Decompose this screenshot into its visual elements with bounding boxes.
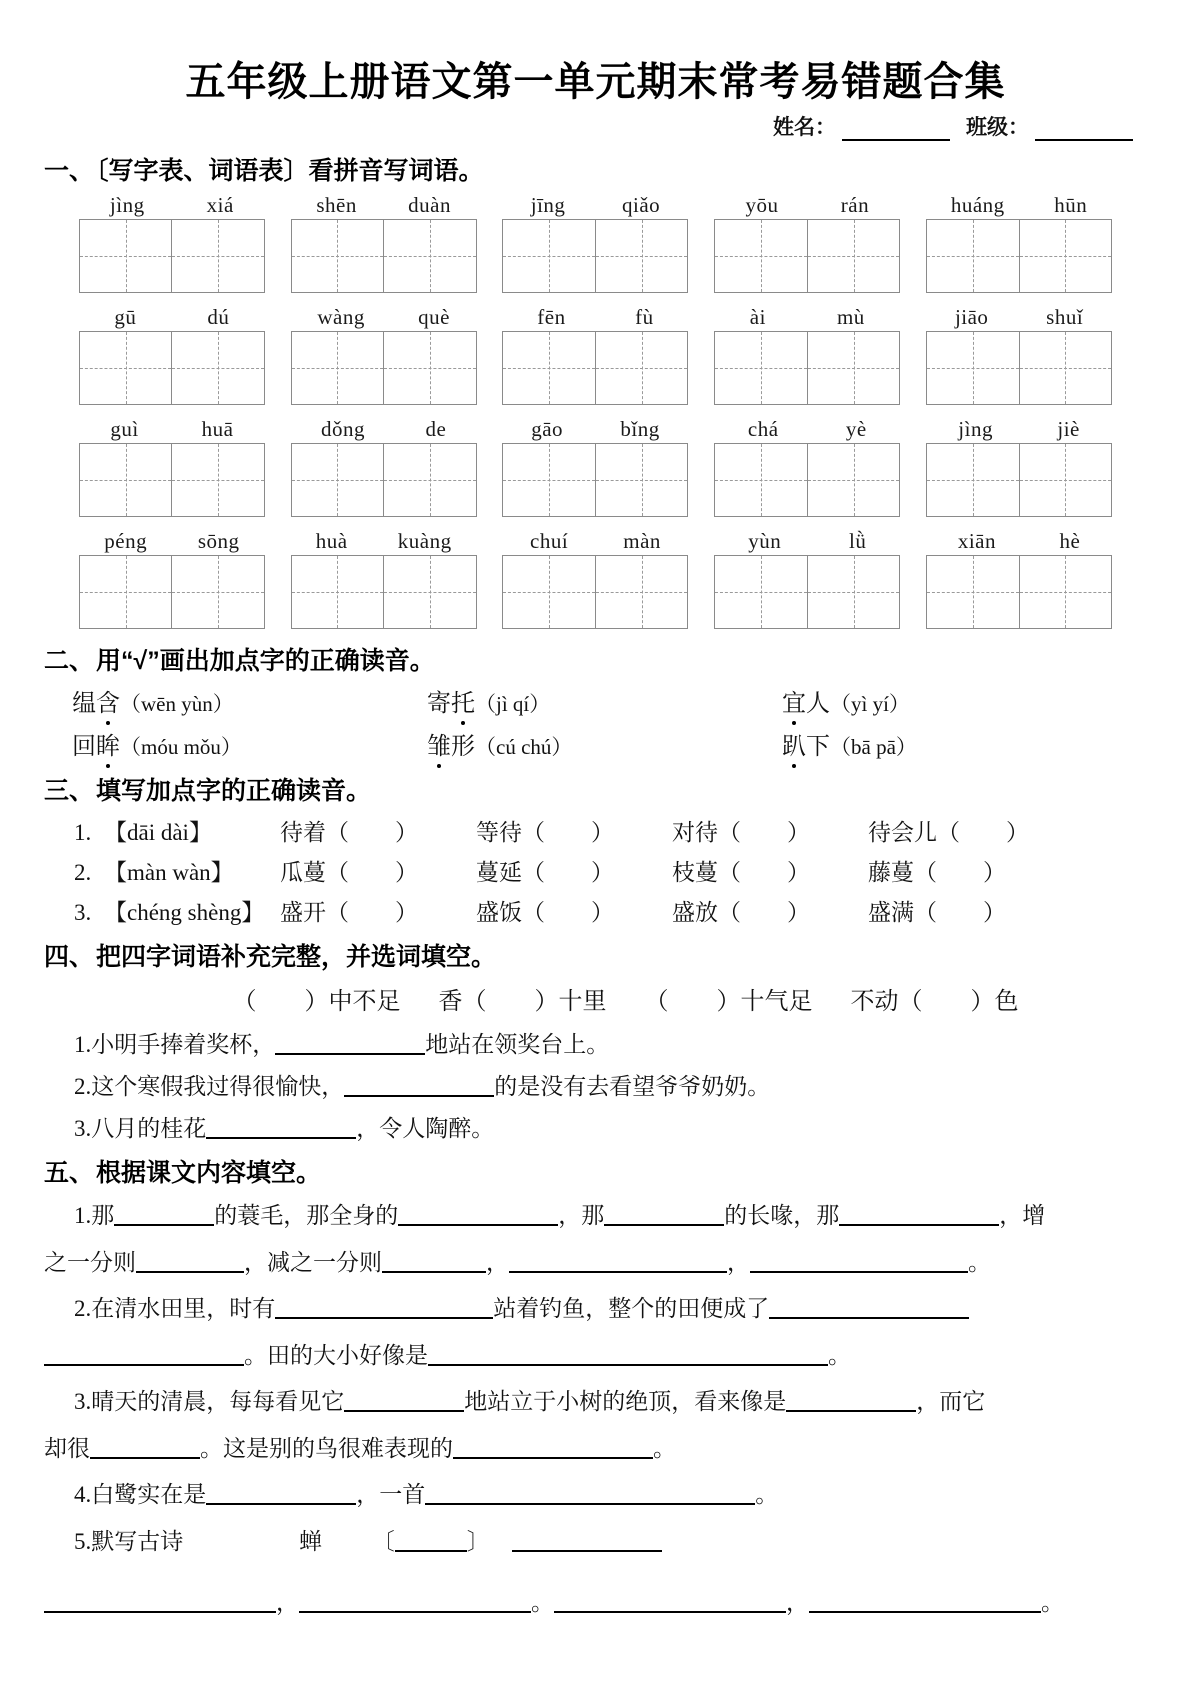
recall-question-1-cont xyxy=(44,1243,1147,1283)
word-with-blank[interactable]: 盛满（ ） xyxy=(868,900,1006,925)
pinyin-fill-line xyxy=(44,814,1147,847)
pinyin-syllable: jīng xyxy=(530,193,566,217)
pinyin-syllable: kuàng xyxy=(397,529,452,553)
pinyin-syllable: hè xyxy=(1059,529,1081,553)
word-suffix: 形 xyxy=(451,734,475,760)
tianzige-cell[interactable] xyxy=(384,331,477,405)
pronunciation-item[interactable] xyxy=(782,726,1137,761)
pinyin-syllable: shēn xyxy=(316,193,357,217)
tianzige-cell[interactable] xyxy=(502,219,596,293)
line-index: 2. xyxy=(74,860,92,885)
poem-title: 蝉 xyxy=(299,1528,322,1554)
answer-blank[interactable] xyxy=(44,1593,276,1613)
pinyin-pair xyxy=(79,417,265,442)
pinyin-syllable: què xyxy=(418,305,450,329)
question-index: 1. xyxy=(74,1203,92,1228)
pinyin-pair xyxy=(926,529,1112,554)
tianzige-cell[interactable] xyxy=(1020,219,1113,293)
answer-blank[interactable] xyxy=(90,1439,200,1459)
answer-blank[interactable] xyxy=(809,1593,1041,1613)
tianzige-cell[interactable] xyxy=(291,555,385,629)
tianzige-box[interactable] xyxy=(926,443,1112,517)
tianzige-cell[interactable] xyxy=(596,555,689,629)
text-part: ，增 xyxy=(999,1203,1046,1228)
word-prefix: 缊 xyxy=(72,691,96,717)
word-prefix: 回 xyxy=(72,734,96,760)
text-part: ，减之一分则 xyxy=(244,1249,382,1275)
tianzige-cell[interactable] xyxy=(1020,443,1113,517)
pinyin-choices[interactable]: （jì qí） xyxy=(475,692,551,716)
tianzige-cell[interactable] xyxy=(79,331,173,405)
pronunciation-row-2 xyxy=(44,726,1147,761)
pinyin-syllable: chuí xyxy=(530,529,569,553)
section-2-number: 二、 xyxy=(44,647,95,675)
tianzige-box[interactable] xyxy=(502,331,688,405)
pinyin-syllable: xiān xyxy=(957,529,996,553)
pinyin-syllable: dú xyxy=(207,305,230,329)
pinyin-pair xyxy=(714,529,900,554)
tianzige-cell[interactable] xyxy=(79,219,173,293)
tianzige-cell[interactable] xyxy=(172,219,265,293)
tianzige-cell[interactable] xyxy=(172,555,265,629)
idiom-item[interactable]: （ ）中不足 xyxy=(232,989,401,1015)
tianzige-cell[interactable] xyxy=(926,443,1020,517)
tianzige-box[interactable] xyxy=(79,331,265,405)
section-4-title: 把四字词语补充完整，并选词填空。 xyxy=(96,943,497,971)
tianzige-cell[interactable] xyxy=(714,331,808,405)
tianzige-box[interactable] xyxy=(926,555,1112,629)
pronunciation-item[interactable] xyxy=(427,683,782,718)
pinyin-pair xyxy=(79,529,265,554)
pinyin-syllable: huā xyxy=(201,417,234,441)
section-3-heading xyxy=(44,771,1147,807)
tianzige-box[interactable] xyxy=(926,219,1112,293)
pinyin-syllable: fù xyxy=(635,305,654,329)
tianzige-cell[interactable] xyxy=(384,443,477,517)
pronunciation-item[interactable] xyxy=(782,683,1137,718)
text-part: 之一分则 xyxy=(44,1249,136,1275)
pinyin-syllable: gāo xyxy=(531,417,564,441)
word-with-blank[interactable]: 对待（ ） xyxy=(672,820,810,845)
name-blank[interactable] xyxy=(842,121,950,141)
sentence-suffix: ，令人陶醉。 xyxy=(356,1116,495,1141)
section-2-title: 用“√”画出加点字的正确读音。 xyxy=(96,647,435,675)
answer-blank[interactable] xyxy=(206,1119,356,1139)
tianzige-cell[interactable] xyxy=(926,555,1020,629)
pinyin-row-1 xyxy=(44,193,1147,218)
answer-blank[interactable] xyxy=(299,1593,531,1613)
dotted-character: 雏 xyxy=(427,726,451,761)
sentence-index: 3. xyxy=(74,1116,92,1141)
tianzige-cell[interactable] xyxy=(172,443,265,517)
pinyin-fill-line xyxy=(44,854,1147,887)
tianzige-cell[interactable] xyxy=(926,331,1020,405)
section-4-heading xyxy=(44,937,1147,973)
student-id-line xyxy=(44,111,1147,141)
word-with-blank[interactable]: 待着（ ） xyxy=(280,820,418,845)
recall-question-3-cont xyxy=(44,1429,1147,1469)
tianzige-cell[interactable] xyxy=(596,331,689,405)
text-part: ，那 xyxy=(558,1203,605,1228)
pinyin-syllable: rán xyxy=(840,193,870,217)
pinyin-syllable: shuǐ xyxy=(1046,305,1084,329)
recall-question-2 xyxy=(44,1289,1147,1329)
tianzige-box[interactable] xyxy=(502,555,688,629)
tianzige-box[interactable] xyxy=(502,443,688,517)
pinyin-syllable: ài xyxy=(749,305,766,329)
answer-blank[interactable] xyxy=(509,1253,727,1273)
answer-blank[interactable] xyxy=(275,1299,493,1319)
word-suffix: 人 xyxy=(806,691,830,717)
pinyin-syllable: xiá xyxy=(206,193,234,217)
tianzige-box[interactable] xyxy=(79,555,265,629)
text-part: 晴天的清晨，每每看见它 xyxy=(91,1389,345,1415)
tianzige-cell[interactable] xyxy=(291,219,385,293)
pinyin-pair xyxy=(502,305,688,330)
idiom-sentence xyxy=(44,1110,1147,1143)
answer-blank[interactable] xyxy=(344,1077,494,1097)
pinyin-choices[interactable]: （móu mǒu） xyxy=(120,735,242,759)
pinyin-syllable: guì xyxy=(110,417,139,441)
answer-blank[interactable] xyxy=(398,1206,558,1226)
text-part: 那 xyxy=(91,1203,115,1228)
tianzige-cell[interactable] xyxy=(79,443,173,517)
answer-blank[interactable] xyxy=(839,1206,999,1226)
text-part: 白鹭实在是 xyxy=(91,1482,207,1508)
text-part: 的蓑毛，那全身的 xyxy=(214,1203,399,1228)
answer-blank[interactable] xyxy=(425,1485,755,1505)
pinyin-choices[interactable]: （cú chú） xyxy=(475,735,573,759)
pinyin-fill-line xyxy=(44,894,1147,927)
section-1-heading xyxy=(44,151,1147,187)
tianzige-box[interactable] xyxy=(714,219,900,293)
pinyin-syllable: jìng xyxy=(958,417,993,441)
pinyin-syllable: de xyxy=(425,417,447,441)
name-label: 姓名： xyxy=(773,116,836,139)
word-suffix: 下 xyxy=(806,734,830,760)
tianzige-box[interactable] xyxy=(714,555,900,629)
word-with-blank[interactable]: 待会儿（ ） xyxy=(868,820,1029,845)
recall-question-4 xyxy=(44,1475,1147,1515)
word-with-blank[interactable]: 藤蔓（ ） xyxy=(868,860,1006,885)
text-part: ，而它 xyxy=(916,1389,986,1415)
tianzige-box[interactable] xyxy=(291,219,477,293)
class-field[interactable] xyxy=(966,111,1133,141)
pinyin-pair xyxy=(714,417,900,442)
answer-blank[interactable] xyxy=(428,1346,828,1366)
tianzige-box[interactable] xyxy=(291,331,477,405)
answer-blank[interactable] xyxy=(382,1253,486,1273)
idiom-item[interactable]: 香（ ）十里 xyxy=(438,989,607,1015)
tianzige-cell[interactable] xyxy=(808,555,901,629)
answer-blank[interactable] xyxy=(275,1035,425,1055)
pinyin-syllable: lǜ xyxy=(849,529,867,553)
text-part: 。 xyxy=(755,1482,779,1508)
tianzige-box[interactable] xyxy=(926,331,1112,405)
word-with-blank[interactable]: 枝蔓（ ） xyxy=(672,860,810,885)
sentence-prefix: 这个寒假我过得很愉快， xyxy=(91,1074,345,1099)
pinyin-pair xyxy=(714,193,900,218)
tianzige-cell[interactable] xyxy=(596,219,689,293)
word-with-blank[interactable]: 盛饭（ ） xyxy=(476,900,614,925)
pinyin-syllable: chá xyxy=(747,417,779,441)
sentence-suffix: 的是没有去看望爷爷奶奶。 xyxy=(494,1074,771,1099)
pinyin-syllable: hūn xyxy=(1054,193,1088,217)
section-5-heading xyxy=(44,1153,1147,1189)
pinyin-key: 【chéng shèng】 xyxy=(104,900,265,925)
pinyin-syllable: gū xyxy=(114,305,137,329)
tianzige-box[interactable] xyxy=(79,443,265,517)
text-part: 。 xyxy=(828,1342,851,1368)
bracket-open: 〔 xyxy=(371,1528,395,1554)
recall-question-5 xyxy=(44,1522,1147,1562)
pinyin-choices[interactable]: （wēn yùn） xyxy=(120,692,234,716)
word-with-blank[interactable]: 等待（ ） xyxy=(476,820,614,845)
line-index: 1. xyxy=(74,820,92,845)
section-4-number: 四、 xyxy=(44,943,95,971)
section-3-title: 填写加点字的正确读音。 xyxy=(96,777,372,805)
text-part: 。 xyxy=(653,1435,676,1461)
dotted-character: 托 xyxy=(451,683,475,718)
pinyin-syllable: péng xyxy=(104,529,148,553)
tianzige-cell[interactable] xyxy=(714,443,808,517)
pinyin-pair xyxy=(291,193,477,218)
tianzige-cell[interactable] xyxy=(502,443,596,517)
tianzige-cell[interactable] xyxy=(502,555,596,629)
pinyin-syllable: sōng xyxy=(197,529,240,553)
text-part: 的长喙，那 xyxy=(724,1203,840,1228)
pinyin-row-2 xyxy=(44,305,1147,330)
section-1-title: 〔写字表、词语表〕看拼音写词语。 xyxy=(96,157,484,185)
tianzige-box[interactable] xyxy=(79,219,265,293)
class-blank[interactable] xyxy=(1035,121,1133,141)
pinyin-syllable: qiǎo xyxy=(622,193,661,217)
pinyin-syllable: jiāo xyxy=(954,305,989,329)
recall-question-3 xyxy=(44,1382,1147,1422)
pinyin-pair xyxy=(926,193,1112,218)
tianzige-box[interactable] xyxy=(502,219,688,293)
tianzige-cell[interactable] xyxy=(926,219,1020,293)
word-prefix: 寄 xyxy=(427,691,451,717)
pinyin-pair xyxy=(291,529,477,554)
idiom-sentence xyxy=(44,1026,1147,1059)
pinyin-syllable: yōu xyxy=(745,193,779,217)
pinyin-syllable: fēn xyxy=(537,305,566,329)
tianzige-cell[interactable] xyxy=(502,331,596,405)
sentence-prefix: 小明手捧着奖杯， xyxy=(91,1032,276,1057)
pinyin-syllable: wàng xyxy=(317,305,365,329)
idiom-item[interactable]: 不动（ ）色 xyxy=(850,989,1019,1015)
tianzige-cell[interactable] xyxy=(808,331,901,405)
answer-blank[interactable] xyxy=(395,1532,467,1552)
answer-blank[interactable] xyxy=(604,1206,724,1226)
text-part: ， xyxy=(727,1249,750,1275)
pinyin-pair xyxy=(502,529,688,554)
tianzige-cell[interactable] xyxy=(79,555,173,629)
pinyin-writing-grid xyxy=(44,193,1147,629)
sentence-prefix: 八月的桂花 xyxy=(91,1116,207,1141)
pinyin-syllable: bǐng xyxy=(620,417,660,441)
idiom-list xyxy=(44,981,1147,1016)
pinyin-syllable: dǒng xyxy=(320,417,365,441)
tianzige-row-4 xyxy=(44,555,1147,629)
recall-question-2-cont xyxy=(44,1336,1147,1376)
tianzige-box[interactable] xyxy=(291,555,477,629)
tianzige-box[interactable] xyxy=(714,331,900,405)
word-with-blank[interactable]: 盛放（ ） xyxy=(672,900,810,925)
pinyin-key: 【dāi dài】 xyxy=(104,820,212,845)
text-part: ， xyxy=(486,1249,509,1275)
answer-blank[interactable] xyxy=(136,1253,244,1273)
answer-blank[interactable] xyxy=(453,1439,653,1459)
tianzige-box[interactable] xyxy=(291,443,477,517)
dotted-character: 宜 xyxy=(782,683,806,718)
pinyin-syllable: duàn xyxy=(408,193,451,217)
answer-blank[interactable] xyxy=(44,1346,244,1366)
pinyin-choices[interactable]: （bā pā） xyxy=(830,735,917,759)
recall-question-1 xyxy=(44,1196,1147,1236)
text-part: ，一首 xyxy=(356,1482,426,1508)
text-part: 。这是别的鸟很难表现的 xyxy=(200,1435,453,1461)
answer-blank[interactable] xyxy=(554,1593,786,1613)
tianzige-box[interactable] xyxy=(714,443,900,517)
idiom-sentence xyxy=(44,1068,1147,1101)
section-1-number: 一、 xyxy=(44,157,95,185)
tianzige-cell[interactable] xyxy=(808,443,901,517)
pinyin-row-3 xyxy=(44,417,1147,442)
pinyin-pair xyxy=(926,417,1112,442)
pinyin-choices[interactable]: （yì yí） xyxy=(830,692,910,716)
text-part: 。 xyxy=(968,1249,991,1275)
section-3-number: 三、 xyxy=(44,777,95,805)
question-index: 4. xyxy=(74,1482,92,1508)
text-part: 默写古诗 xyxy=(91,1528,184,1554)
pinyin-pair xyxy=(291,417,477,442)
pinyin-syllable: yùn xyxy=(748,529,782,553)
text-part: 却很 xyxy=(44,1435,90,1461)
pinyin-syllable: mù xyxy=(836,305,865,329)
pinyin-syllable: jìng xyxy=(109,193,145,217)
pinyin-pair xyxy=(79,193,265,218)
tianzige-cell[interactable] xyxy=(291,443,385,517)
answer-blank[interactable] xyxy=(750,1253,968,1273)
question-index: 2. xyxy=(74,1296,92,1322)
idiom-item[interactable]: （ ）十气足 xyxy=(644,989,813,1015)
sentence-suffix: 地站在领奖台上。 xyxy=(425,1032,610,1057)
tianzige-cell[interactable] xyxy=(596,443,689,517)
pinyin-syllable: huà xyxy=(315,529,348,553)
pinyin-pair xyxy=(714,305,900,330)
pronunciation-item[interactable] xyxy=(72,726,427,761)
tianzige-cell[interactable] xyxy=(1020,555,1113,629)
pinyin-syllable: jiè xyxy=(1057,417,1080,441)
poem-author-bracket[interactable] xyxy=(372,1529,490,1554)
sentence-index: 2. xyxy=(74,1074,92,1099)
sentence-index: 1. xyxy=(74,1032,92,1057)
word-with-blank[interactable]: 蔓延（ ） xyxy=(476,860,614,885)
dotted-character: 含 xyxy=(96,683,120,718)
pinyin-syllable: màn xyxy=(623,529,661,553)
tianzige-row-1 xyxy=(44,219,1147,293)
name-field[interactable] xyxy=(773,111,950,141)
dotted-character: 趴 xyxy=(782,726,806,761)
tianzige-cell[interactable] xyxy=(291,331,385,405)
tianzige-cell[interactable] xyxy=(384,219,477,293)
tianzige-cell[interactable] xyxy=(1020,331,1113,405)
dotted-character: 眸 xyxy=(96,726,120,761)
pinyin-pair xyxy=(926,305,1112,330)
tianzige-cell[interactable] xyxy=(384,555,477,629)
text-part: 站着钓鱼，整个的田便成了 xyxy=(493,1296,770,1322)
poem-answer-lines: ， 。 ， 。 xyxy=(44,1583,1147,1623)
pinyin-pair xyxy=(79,305,265,330)
text-part: 在清水田里，时有 xyxy=(91,1296,276,1322)
question-index: 3. xyxy=(74,1389,92,1415)
bracket-close: 〕 xyxy=(466,1528,490,1554)
word-with-blank[interactable]: 瓜蔓（ ） xyxy=(280,860,418,885)
pronunciation-item[interactable] xyxy=(427,726,782,761)
section-2-heading xyxy=(44,641,1147,677)
page-title: 五年级上册语文第一单元期末常考易错题合集 xyxy=(185,60,1006,104)
pinyin-pair xyxy=(291,305,477,330)
tianzige-cell[interactable] xyxy=(808,219,901,293)
tianzige-cell[interactable] xyxy=(172,331,265,405)
answer-blank[interactable] xyxy=(512,1532,662,1552)
pinyin-row-4 xyxy=(44,529,1147,554)
pinyin-key: 【màn wàn】 xyxy=(104,860,234,885)
pinyin-pair xyxy=(502,417,688,442)
answer-blank[interactable] xyxy=(114,1206,214,1226)
answer-blank[interactable] xyxy=(769,1299,969,1319)
pinyin-syllable: yè xyxy=(845,417,867,441)
line-index: 3. xyxy=(74,900,92,925)
tianzige-row-2 xyxy=(44,331,1147,405)
text-part: 。田的大小好像是 xyxy=(244,1342,428,1368)
answer-blank[interactable] xyxy=(344,1392,464,1412)
tianzige-cell[interactable] xyxy=(714,219,808,293)
pinyin-syllable: huáng xyxy=(950,193,1005,217)
section-5-title: 根据课文内容填空。 xyxy=(96,1159,322,1187)
question-index: 5. xyxy=(74,1528,92,1554)
pinyin-pair xyxy=(502,193,688,218)
word-with-blank[interactable]: 盛开（ ） xyxy=(280,900,418,925)
tianzige-cell[interactable] xyxy=(714,555,808,629)
answer-blank[interactable] xyxy=(786,1392,916,1412)
answer-blank[interactable] xyxy=(206,1485,356,1505)
pronunciation-row-1 xyxy=(44,683,1147,718)
section-5-number: 五、 xyxy=(44,1159,95,1187)
pronunciation-item[interactable] xyxy=(72,683,427,718)
text-part: 地站立于小树的绝顶，看来像是 xyxy=(464,1389,787,1415)
tianzige-row-3 xyxy=(44,443,1147,517)
class-label: 班级： xyxy=(966,116,1029,139)
